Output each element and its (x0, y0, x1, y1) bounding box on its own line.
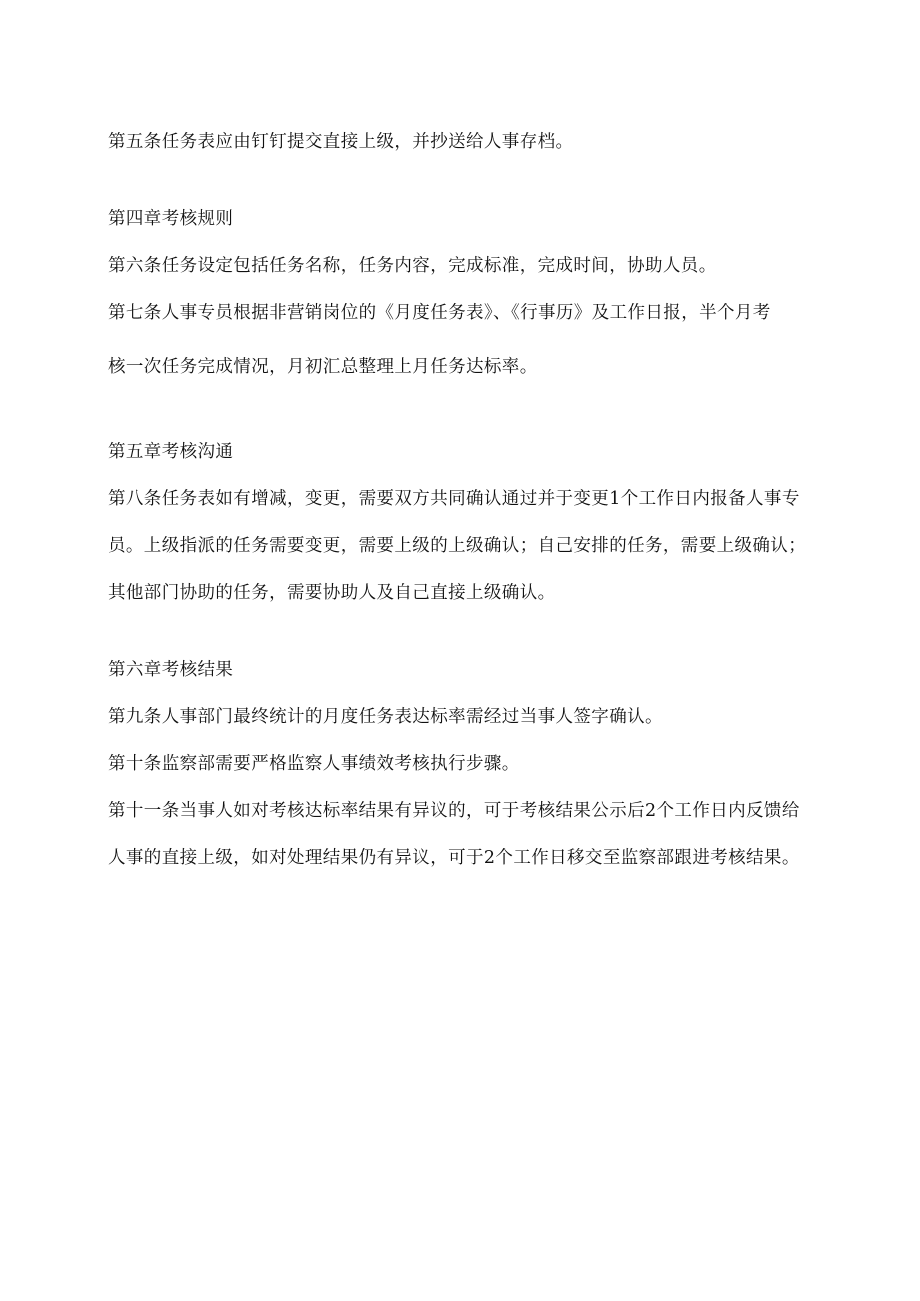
article-10: 第十条监察部需要严格监察人事绩效考核执行步骤。 (108, 754, 520, 774)
article-6: 第六条任务设定包括任务名称，任务内容，完成标准，完成时间，协助人员。 (108, 256, 717, 276)
article-8-line-1: 第八条任务表如有增减，变更，需要双方共同确认通过并于变更1个工作日内报备人事专 (108, 489, 800, 509)
article-7-line-1: 第七条人事专员根据非营销岗位的《月度任务表》、《行事历》及工作日报，半个月考 (108, 303, 771, 323)
article-7 (108, 297, 838, 391)
chapter-6-heading: 第六章考核结果 (108, 660, 234, 680)
article-8-line-3: 其他部门协助的任务，需要协助人及自己直接上级确认。 (108, 583, 556, 603)
article-11 (108, 795, 838, 874)
section-gap (108, 158, 838, 203)
article-9: 第九条人事部门最终统计的月度任务表达标率需经过当事人签字确认。 (108, 707, 663, 727)
article-8 (108, 483, 838, 609)
chapter-5-heading: 第五章考核沟通 (108, 442, 234, 462)
article-11-line-2: 人事的直接上级，如对处理结果仍有异议，可于2个工作日移交至监察部跟进考核结果。 (108, 848, 800, 868)
article-7-line-2: 核一次任务完成情况，月初汇总整理上月任务达标率。 (108, 357, 538, 377)
article-8-line-2: 员。上级指派的任务需要变更，需要上级的上级确认；自己安排的任务，需要上级确认； (108, 536, 807, 556)
document-body (108, 126, 838, 874)
article-5: 第五条任务表应由钉钉提交直接上级，并抄送给人事存档。 (108, 132, 574, 152)
chapter-4-heading: 第四章考核规则 (108, 209, 234, 229)
section-gap (108, 609, 838, 654)
article-11-line-1: 第十一条当事人如对考核达标率结果有异议的，可于考核结果公示后2个工作日内反馈给 (108, 801, 800, 821)
section-gap (108, 391, 838, 436)
